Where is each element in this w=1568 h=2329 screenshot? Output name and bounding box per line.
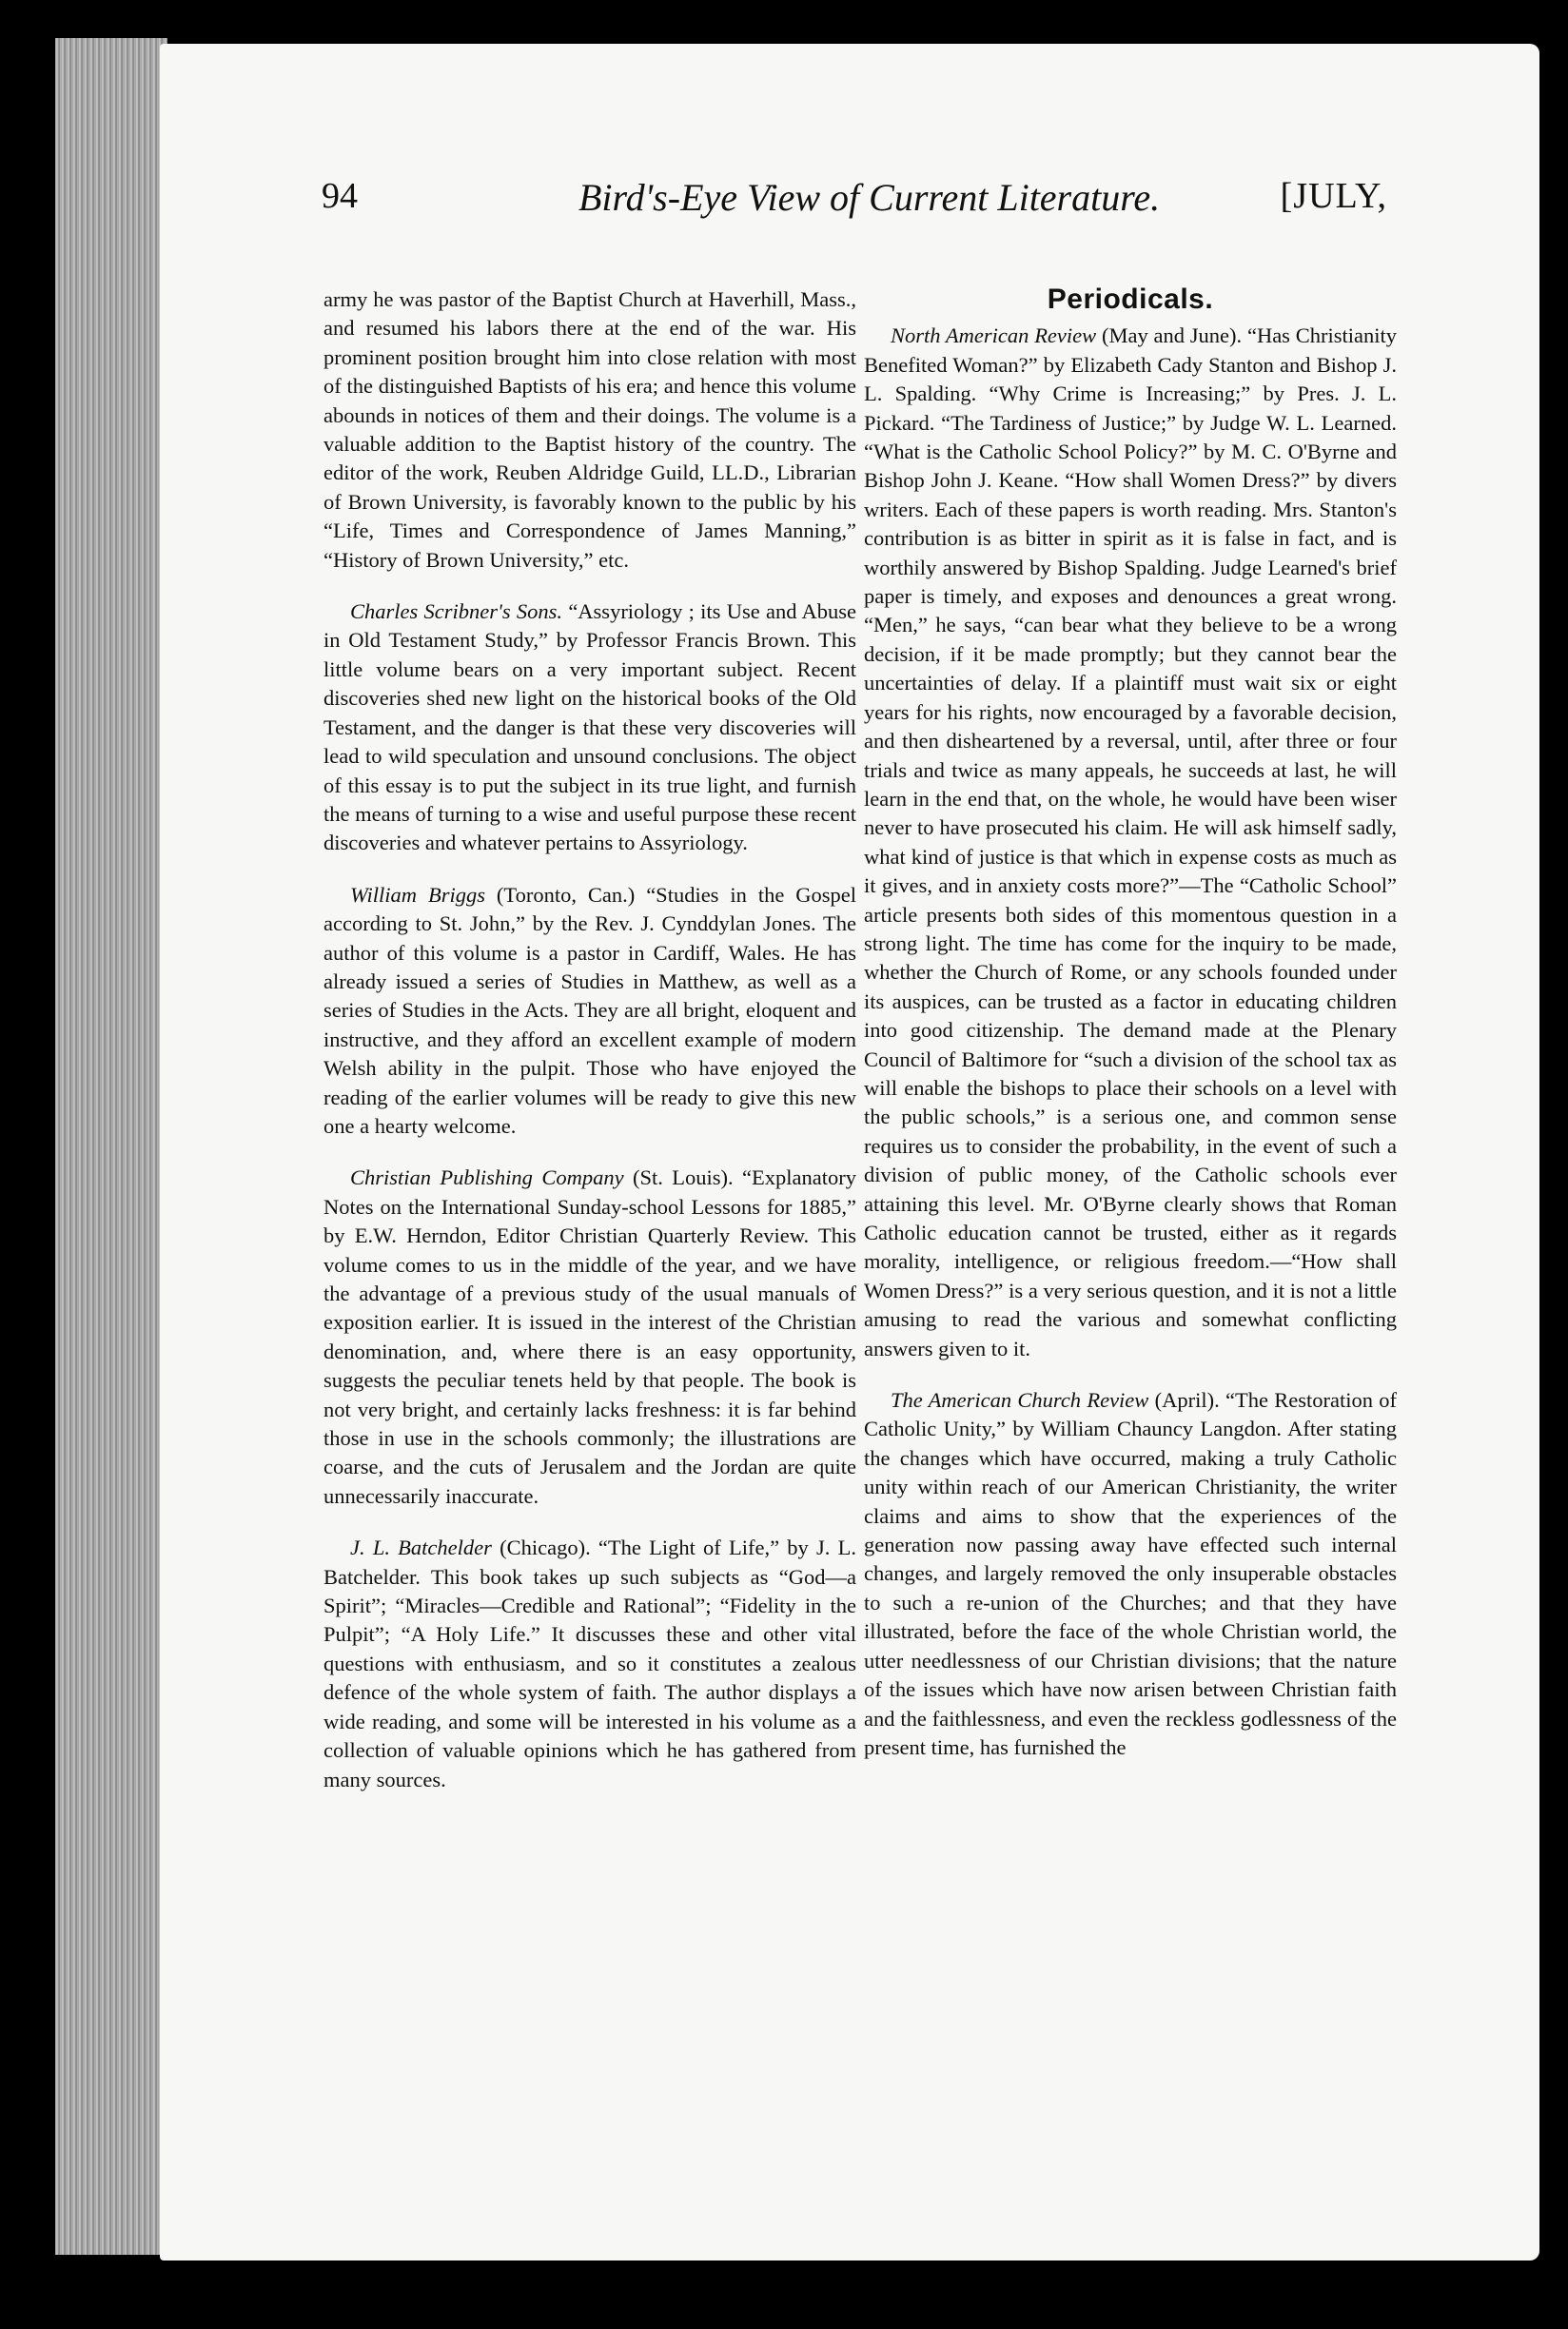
review-text: “Assyriology ; its Use and Abuse in Old Testament Study,” by Professor Francis Brown. This little volume bears on a very important subject. Recent discoveries shed new light on the historical books of the Old Testament, and the danger is that these very discoveries will lead to wild speculation and unsound conclusions. The object of this essay is to put the subject in its true light, and furnish the means of turning to a wise and useful purpose these recent discoveries and whatever pertains to Assyriology.	[323, 599, 856, 855]
review-paragraph	[323, 285, 856, 575]
publisher-name: William Briggs	[350, 882, 485, 907]
review-paragraph	[323, 597, 856, 858]
running-title: Bird's-Eye View of Current Literature.	[578, 176, 1161, 219]
running-month: [JULY,	[1280, 176, 1387, 216]
section-heading: Periodicals.	[1047, 284, 1214, 315]
running-head	[322, 175, 1387, 232]
review-text: (April). “The Restoration of Catholic Unity,” by William Chauncy Langdon. After stating the changes which have occurred, making a truly Catholic unity within reach of our American Christianity, the writer claims and aims to show that the experiences of the generation now passing away have effected such internal changes, and largely removed the only insuperable obstacles to such a re-union of the Churches; and that they have illustrated, before the face of the whole Christian world, the utter needlessness of our Christian divisions; that the nature of the issues which have now arisen between Christian faith and the faithlessness, and even the reckless godlessness of the present time, has furnished the	[864, 1388, 1398, 1759]
review-text: (May and June). “Has Christianity Benefited Woman?” by Elizabeth Cady Stanton and Bishop J. L. Spalding. “Why Crime is Increasing;” by Pres. J. L. Pickard. “The Tardiness of Justice;” by Judge W. L. Learned. “What is the Catholic School Policy?” by M. C. O'Byrne and Bishop John J. Keane. “How shall Women Dress?” by divers writers. Each of these papers is worth reading. Mrs. Stanton's contribution is as bitter in spirit as it is false in fact, and is worthily answered by Bishop Spalding. Judge Learned's brief paper is timely, and exposes and denounces a great wrong. “Men,” he says, “can bear what they believe to be a wrong decision, if it be made promptly; but they cannot bear the uncertainties of delay. If a plaintiff must wait six or eight years for his rights, now encouraged by a favorable decision, and then disheartened by a reversal, until, after three or four trials and twice as many appeals, he succeeds at last, he will learn in the end that, on the whole, he would have been wiser never to have prosecuted his claim. He will ask himself sadly, what kind of justice is that which in expense costs as much as it gives, and in anxiety costs more?”—The “Catholic School” article presents both sides of this momentous question in a strong light. The time has come for the inquiry to be made, whether the Church of Rome, or any schools founded under its auspices, can be trusted as a factor in educating children into good citizenship. The demand made at the Plenary Council of Baltimore for “such a division of the school tax as will enable the bishops to place their schools on a level with the public schools,” is a serious one, and common sense requires us to consider the probability, in the event of such a division of public money, of the Catholic schools ever attaining this level. Mr. O'Byrne clearly shows that Roman Catholic education cannot be trusted, either as it regards morality, intelligence, or religious freedom.—“How shall Women Dress?” is a very serious question, and it is not a little amusing to read the various and somewhat conflicting answers given to it.	[864, 323, 1397, 1360]
review-text: (St. Louis). “Explanatory Notes on the International Sunday-school Lessons for 1885,” by E.W. Herndon, Editor Christian Quarterly Review. This volume comes to us in the middle of the year, and we have the advantage of a previous study of the usual manuals of exposition earlier. It is issued in the interest of the Christian denomination, and, where there is an easy opportunity, suggests the peculiar tenets held by that people. The book is not very bright, and certainly lacks freshness: it is far behind those in use in the schools commonly; the illustrations are coarse, and the cuts of Jerusalem and the Jordan are quite unnecessarily inaccurate.	[323, 1165, 856, 1508]
publisher-name: Christian Publishing Company	[350, 1165, 624, 1190]
review-text: (Chicago). “The Light of Life,” by J. L. Batchelder. This book takes up such subjects as “God—a Spirit”; “Miracles—Credible and Rational”; “Fidelity in the Pulpit”; “A Holy Life.” It discusses these and other vital questions with enthusiasm, and so it constitutes a zealous defence of the whole system of faith. The author displays a wide reading, and some will be interested in his volume as a collection of valuable opinions which he has gathered from many sources.	[323, 1536, 856, 1791]
review-paragraph	[323, 881, 856, 1142]
review-paragraph	[323, 1164, 856, 1511]
review-text: (Toronto, Can.) “Studies in the Gospel according to St. John,” by the Rev. J. Cynddylan Jones. The author of this volume is a pastor in Cardiff, Wales. He has already issued a series of Studies in Matthew, as well as a series of Studies in the Acts. They are all bright, eloquent and instructive, and they afford an excellent example of modern Welsh ability in the pulpit. Those who have enjoyed the reading of the earlier volumes will be ready to give this new one a hearty welcome.	[323, 882, 857, 1138]
review-paragraph	[323, 1534, 856, 1794]
left-column	[323, 285, 856, 1817]
publisher-name: Charles Scribner's Sons.	[350, 599, 563, 624]
book-page-edge	[55, 38, 167, 2255]
review-paragraph	[864, 1386, 1397, 1762]
periodical-name: The American Church Review	[891, 1388, 1149, 1413]
review-paragraph	[864, 322, 1397, 1363]
publisher-name: J. L. Batchelder	[350, 1536, 492, 1560]
right-column	[864, 285, 1397, 1785]
periodical-name: North American Review	[891, 323, 1097, 348]
review-text: army he was pastor of the Baptist Church at Haverhill, Mass., and resumed his labors there at the end of the war. His prominent position brought him into close relation with most of the distinguished Baptists of his era; and hence this volume abounds in notices of them and their doings. The volume is a valuable addition to the Baptist history of the country. The editor of the work, Reuben Aldridge Guild, LL.D., Librarian of Brown University, is favorably known to the public by his “Life, Times and Correspondence of James Manning,” “History of Brown University,” etc.	[323, 287, 856, 572]
page-number: 94	[322, 176, 358, 216]
